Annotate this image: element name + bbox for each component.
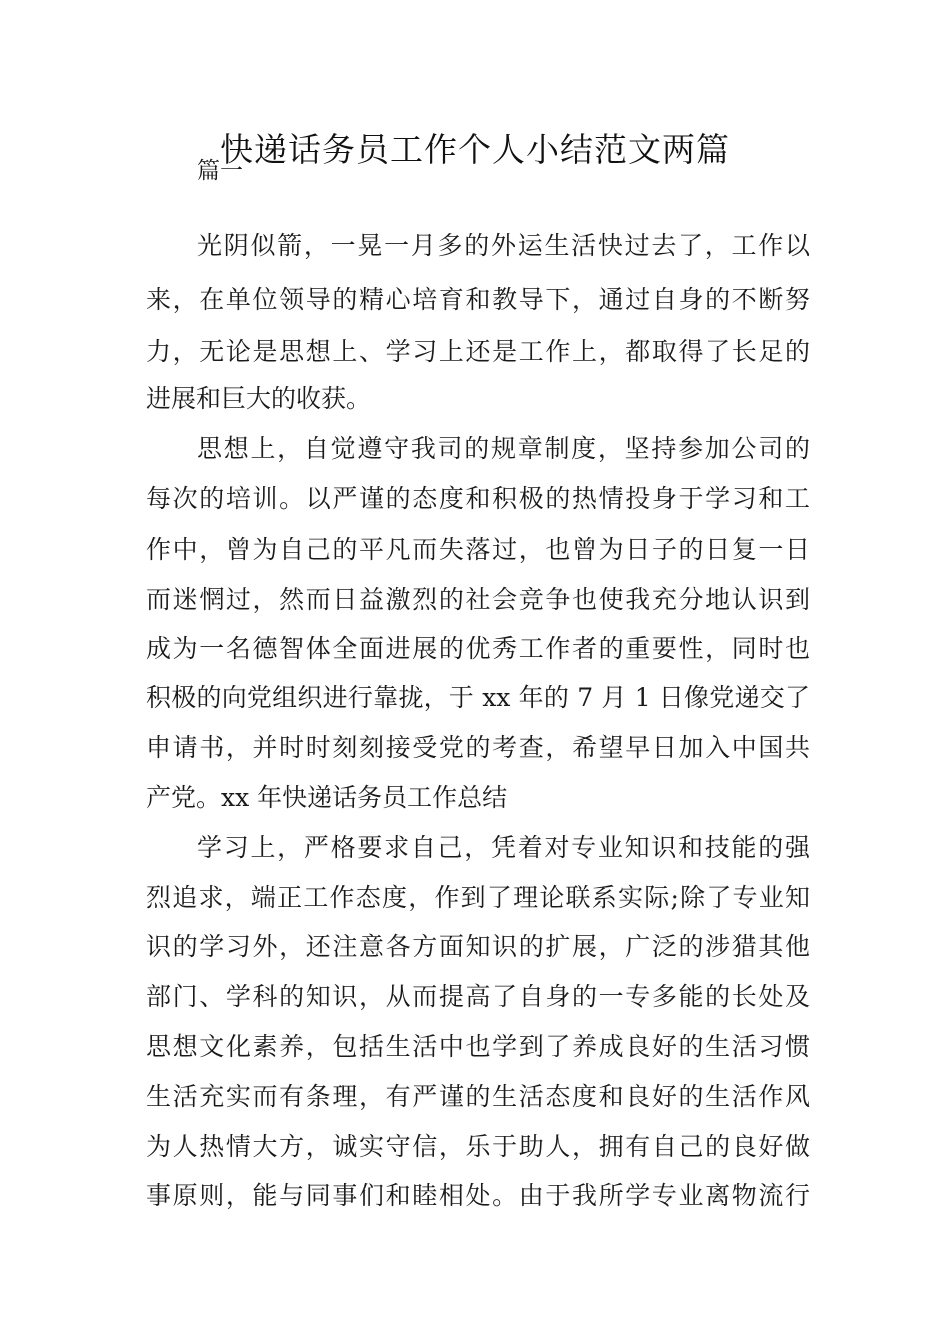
paragraph-line: 思想文化素养，包括生活中也学到了养成良好的生活习惯 bbox=[146, 1032, 810, 1061]
paragraph-line: 为人热情大方，诚实守信，乐于助人，拥有自己的良好做 bbox=[146, 1132, 810, 1161]
paragraph-line: 而迷惘过，然而日益激烈的社会竞争也使我充分地认识到 bbox=[146, 585, 810, 614]
paragraph-line: 光阴似箭，一晃一月多的外运生活快过去了，工作以 bbox=[197, 231, 810, 260]
paragraph-line: 识的学习外，还注意各方面知识的扩展，广泛的涉猎其他 bbox=[146, 932, 810, 961]
paragraph-line: 每次的培训。以严谨的态度和积极的热情投身于学习和工 bbox=[146, 484, 810, 513]
paragraph-line: 生活充实而有条理，有严谨的生活态度和良好的生活作风 bbox=[146, 1082, 810, 1111]
paragraph-line: 部门、学科的知识，从而提高了自身的一专多能的长处及 bbox=[146, 982, 810, 1011]
paragraph-line: 学习上，严格要求自己，凭着对专业知识和技能的强 bbox=[197, 833, 810, 862]
paragraph-line: 作中，曾为自己的平凡而失落过，也曾为日子的日复一日 bbox=[146, 535, 810, 564]
paragraph-line: 进展和巨大的收获。 bbox=[146, 384, 372, 413]
paragraph-line: 成为一名德智体全面进展的优秀工作者的重要性，同时也 bbox=[146, 634, 810, 663]
paragraph-line: 思想上，自觉遵守我司的规章制度，坚持参加公司的 bbox=[197, 434, 810, 463]
document-title: 快递话务员工作个人小结范文两篇 bbox=[220, 130, 730, 169]
section-label: 篇一 bbox=[197, 158, 243, 184]
paragraph-line: 烈追求，端正工作态度，作到了理论联系实际;除了专业知 bbox=[146, 883, 810, 912]
paragraph-line: 来，在单位领导的精心培育和教导下，通过自身的不断努 bbox=[146, 285, 810, 314]
paragraph-line: 力，无论是思想上、学习上还是工作上，都取得了长足的 bbox=[146, 337, 810, 366]
paragraph-line: 事原则，能与同事们和睦相处。由于我所学专业离物流行 bbox=[146, 1181, 810, 1210]
paragraph-line: 产党。xx 年快递话务员工作总结 bbox=[146, 783, 508, 812]
paragraph-line: 申请书，并时时刻刻接受党的考查，希望早日加入中国共 bbox=[146, 733, 810, 762]
paragraph-line: 积极的向党组织进行靠拢，于 xx 年的 7 月 1 日像党递交了 bbox=[146, 683, 810, 712]
